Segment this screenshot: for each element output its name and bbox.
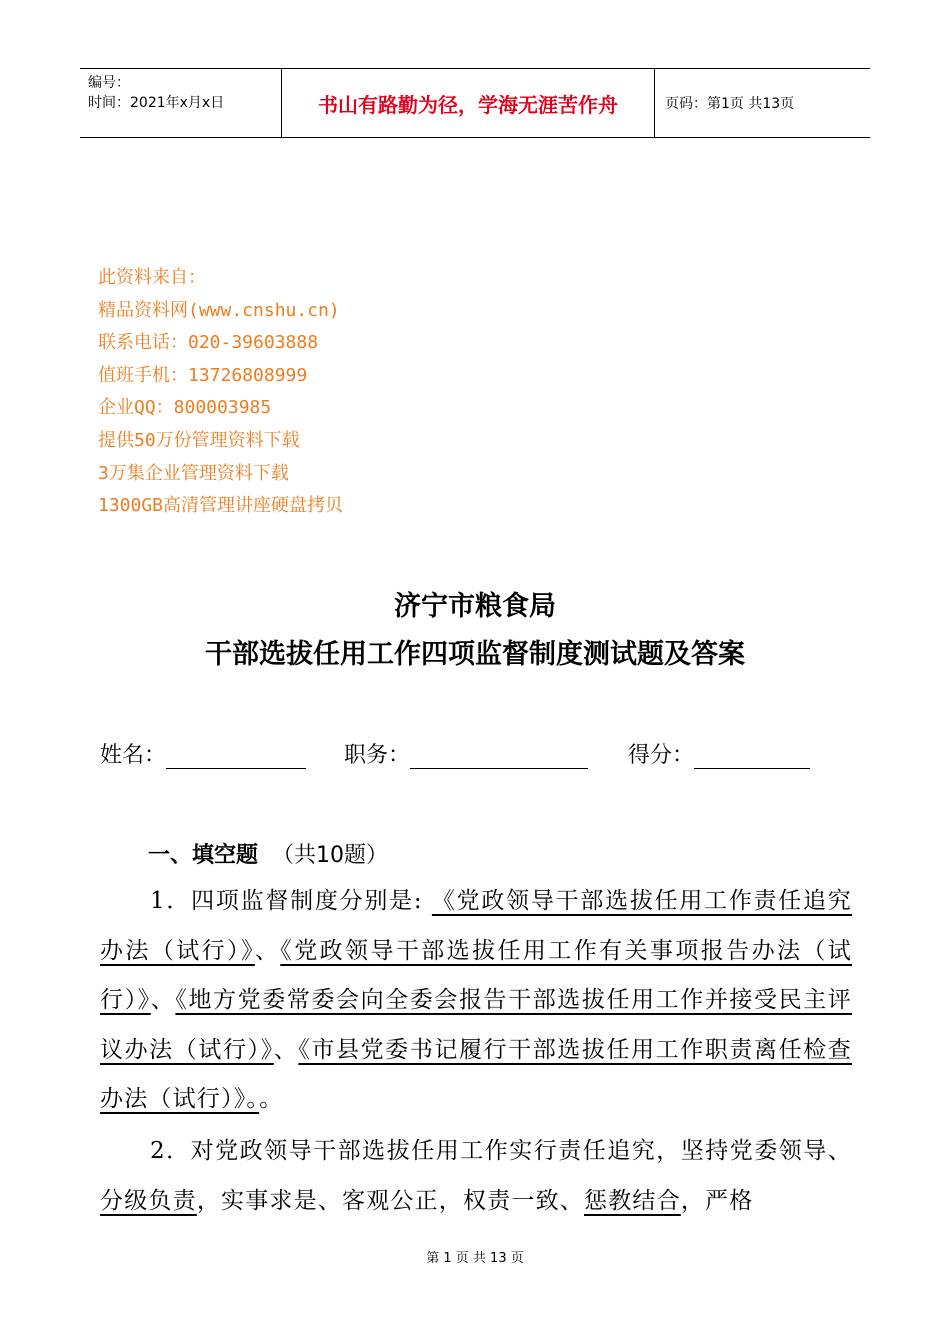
page-footer: 第 1 页 共 13 页 [426, 1251, 524, 1266]
q1-answer-4: 《市县党委书记履行干部选拔任用工作职责离任检查办法（试行）》。 [100, 1036, 852, 1112]
section-title: 一、填空题 [148, 843, 259, 868]
source-line: 企业QQ：800003985 [98, 397, 272, 419]
q2-answer-2: 惩教结合 [584, 1187, 681, 1214]
q1-separator: 、 [254, 937, 281, 964]
source-line: 3万集企业管理资料下载 [98, 462, 289, 484]
source-line: 提供50万份管理资料下载 [98, 429, 300, 451]
header-meta [80, 69, 282, 137]
source-line: 1300GB高清管理讲座硬盘拷贝 [98, 495, 344, 517]
info-fields [100, 738, 810, 769]
name-label: 姓名： [100, 743, 167, 768]
score-label: 得分： [628, 743, 695, 768]
source-line: 值班手机：13726808999 [98, 364, 308, 386]
q1-separator: 、 [273, 1036, 299, 1063]
doc-title-line2: 干部选拔任用工作四项监督制度测试题及答案 [205, 639, 745, 670]
q1-prefix: 1．四项监督制度分别是: [150, 888, 432, 914]
q2-answer-1: 分级负责 [100, 1187, 197, 1214]
source-line: 此资料来自： [98, 267, 206, 288]
q1-separator: 、 [150, 987, 176, 1013]
header-page-code: 页码：第1页 共13页 [665, 96, 795, 112]
page-header [80, 68, 870, 138]
number-label: 编号： [88, 75, 130, 91]
source-line: 联系电话：020-39603888 [98, 332, 319, 354]
position-label: 职务： [344, 743, 411, 768]
score-blank [694, 742, 810, 769]
q2-text: ，实事求是、客观公正，权责一致、 [196, 1187, 585, 1214]
name-blank [166, 742, 306, 769]
source-line: 精品资料网(www.cnshu.cn) [98, 299, 340, 321]
section-heading [148, 838, 388, 869]
section-count: （共10题） [272, 843, 389, 868]
q1-answer-3: 《地方党委常委会向全委会报告干部选拔任用工作并接受民主评议办法（试行）》 [100, 987, 852, 1063]
position-blank [410, 742, 588, 769]
q1-answer-2: 《党政领导干部选拔任用工作有关事项报告办法（试行）》 [100, 937, 853, 1013]
question-1 [100, 877, 852, 1125]
doc-title-line1: 济宁市粮食局 [394, 591, 556, 622]
q1-answer-1: 《党政领导干部选拔任用工作责任追究办法（试行）》 [100, 888, 853, 964]
source-info [98, 262, 343, 523]
q1-suffix: 。 [259, 1086, 284, 1112]
q2-text: 2．对党政领导干部选拔任用工作实行责任追究，坚持党委领导、 [150, 1138, 852, 1164]
question-2 [100, 1127, 852, 1226]
q2-text: ，严格 [680, 1187, 754, 1214]
header-motto: 书山有路勤为径，学海无涯苦作舟 [282, 69, 655, 137]
time-label: 时间：2021年x月x日 [88, 95, 225, 111]
